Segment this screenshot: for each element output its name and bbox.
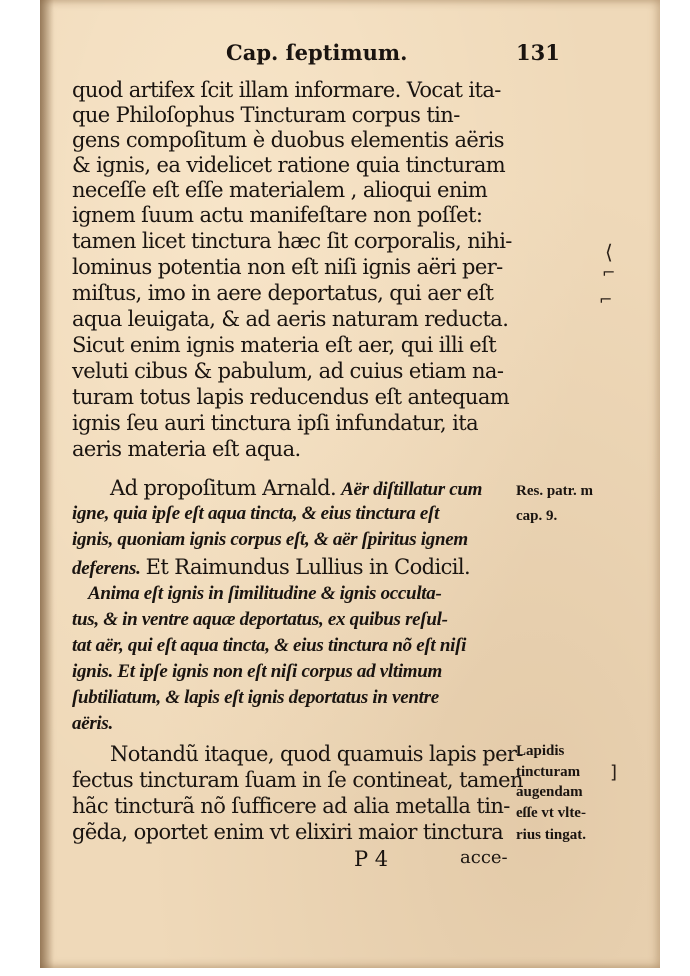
quote-italic: deferens.	[72, 558, 141, 579]
quote-line	[72, 555, 470, 580]
page-number: 131	[516, 40, 560, 65]
quote-line: tat aër, qui eſt aqua tincta, & eius tinctura nõ eſt niſi	[72, 635, 467, 656]
body-line: veluti cibus & pabulum, ad cuius etiam na-	[72, 359, 504, 383]
signature-mark: P 4	[354, 847, 389, 871]
bracket-mark-icon: ]	[610, 762, 618, 783]
page-gutter	[40, 0, 54, 968]
body-line: hãc tincturã nõ ſufficere ad alia metalla tin-	[72, 794, 510, 818]
quote-line: tus, & in ventre aquæ deportatus, ex quibus reſul-	[72, 609, 448, 630]
body-line: neceſſe eſt eſſe materialem , alioqui enim	[72, 178, 488, 202]
quote-line: ignis. Et ipſe ignis non eſt niſi corpus ad vltimum	[72, 661, 443, 682]
margin-note: tincturam	[516, 764, 581, 780]
margin-note: cap. 9.	[516, 508, 558, 524]
body-line: Notandũ itaque, quod quamuis lapis per-	[110, 742, 523, 766]
body-line: ignem ſuum actu manifeſtare non poſſet:	[72, 203, 483, 227]
page-margin-left	[0, 0, 40, 976]
quote-line	[110, 476, 482, 501]
bracket-mark-icon: ⟨	[605, 240, 613, 264]
body-line: turam totus lapis reducendus eſt antequam	[72, 385, 510, 409]
pointer-mark-icon: ⌐	[602, 263, 616, 282]
body-line: ignis ſeu auri tinctura ipſi infundatur, ita	[72, 411, 479, 435]
quote-line: ignis, quoniam ignis corpus eſt, & aër ſpiritus ignem	[72, 529, 468, 550]
catchword: acce-	[460, 847, 508, 868]
quote-line: ſubtiliatum, & lapis eſt ignis deportatus in ventre	[72, 687, 439, 708]
margin-note: Lapidis	[516, 743, 565, 759]
body-line: & ignis, ea videlicet ratione quia tincturam	[72, 153, 506, 177]
body-line: gens compoſitum è duobus elementis aëris	[72, 128, 504, 152]
body-line: aeris materia eſt aqua.	[72, 437, 301, 461]
body-line: gẽda, oportet enim vt elixiri maior tinctura	[72, 820, 504, 844]
body-line: fectus tincturam ſuam in ſe contineat, tamen	[72, 768, 523, 792]
body-line: Sicut enim ignis materia eſt aer, qui illi eſt	[72, 333, 497, 357]
quote-italic: Aër diſtillatur cum	[341, 479, 483, 500]
quote-line: Anima eſt ignis in ſimilitudine & ignis occulta-	[88, 583, 442, 604]
body-line: quod artifex ſcit illam informare. Vocat ita-	[72, 78, 501, 102]
margin-note: Res. patr. m	[516, 483, 593, 499]
quote-line: aëris.	[72, 713, 113, 734]
margin-note: eſſe vt vlte-	[516, 805, 586, 821]
pointer-mark-icon: ⌐	[599, 290, 613, 309]
body-line: lominus potentia non eſt niſi ignis aëri per-	[72, 255, 503, 279]
quote-line: igne, quia ipſe eſt aqua tincta, & eius tinctura eſt	[72, 503, 440, 524]
body-line: aqua leuigata, & ad aeris naturam reducta.	[72, 307, 509, 331]
margin-note: rius tingat.	[516, 827, 587, 843]
quote-intro: Ad propoſitum Arnald.	[110, 476, 337, 500]
body-line: miſtus, imo in aere deportatus, qui aer eſt	[72, 281, 494, 305]
running-title: Cap. ſeptimum.	[226, 40, 408, 65]
body-line: que Philoſophus Tincturam corpus tin-	[72, 103, 460, 127]
margin-note: augendam	[516, 784, 583, 800]
body-line: tamen licet tinctura hæc ſit corporalis, nihi-	[72, 229, 512, 253]
quote-roman: Et Raimundus Lullius in Codicil.	[145, 555, 471, 579]
